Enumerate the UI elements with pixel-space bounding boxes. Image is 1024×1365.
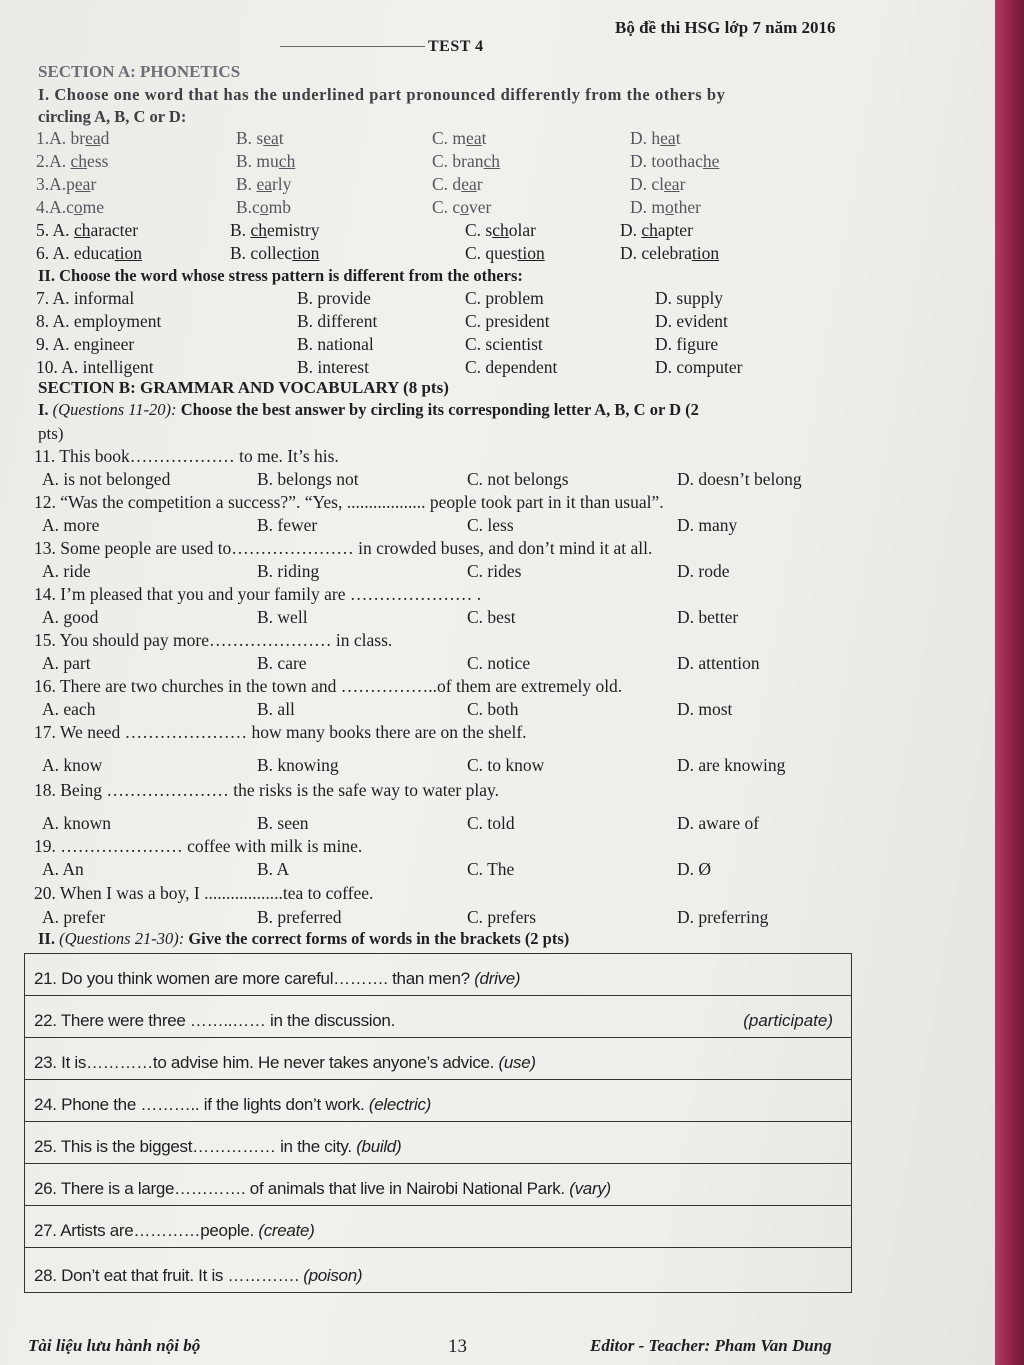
option-d: D. aware of bbox=[677, 813, 760, 833]
option-c bbox=[465, 243, 545, 264]
word-form-table bbox=[24, 953, 852, 1293]
option-d: D. preferring bbox=[677, 907, 769, 927]
word-hint: (create) bbox=[258, 1221, 315, 1240]
option-a: A. An bbox=[42, 859, 84, 879]
answer-options bbox=[0, 907, 995, 929]
option-c: C. best bbox=[467, 607, 516, 627]
option-c-pre: C. d bbox=[432, 174, 462, 194]
option-b-ul: o bbox=[259, 197, 269, 217]
option-d-pre: D. m bbox=[630, 197, 665, 217]
question-stem: 16. There are two churches in the town and ……………..of them are extremely old. bbox=[34, 676, 623, 696]
question-stem: 14. I’m pleased that you and your family are ………………… . bbox=[34, 584, 482, 604]
option-a: A. know bbox=[42, 755, 103, 775]
option-d-pre: D. bbox=[620, 220, 642, 240]
option-a-ul: ea bbox=[74, 174, 91, 194]
word-form-row bbox=[25, 1038, 851, 1080]
book-title: Bộ đề thi HSG lớp 7 năm 2016 bbox=[615, 18, 836, 37]
option-d-ul: tion bbox=[691, 243, 720, 263]
option-b-ul: ea bbox=[256, 174, 272, 194]
word-form-row bbox=[25, 1080, 851, 1122]
option-b bbox=[236, 174, 291, 195]
option-d: D. computer bbox=[655, 357, 743, 377]
option-b: B. seen bbox=[257, 813, 309, 833]
sentence-text: 22. There were three ……..…… in the discussion. bbox=[34, 1011, 395, 1030]
word-hint: (drive) bbox=[474, 969, 521, 988]
question-stem: 17. We need ………………… how many books there are on the shelf. bbox=[34, 722, 527, 742]
option-b-pre: B. mu bbox=[236, 151, 279, 171]
grammar-instruction bbox=[38, 400, 699, 420]
word-hint: (use) bbox=[498, 1053, 536, 1072]
option-a: A. is not belonged bbox=[42, 469, 171, 489]
option-d: D. most bbox=[677, 699, 733, 719]
option-b-pre: B. s bbox=[236, 128, 264, 148]
word-hint: (poison) bbox=[303, 1266, 363, 1285]
option-b: B. different bbox=[297, 311, 378, 331]
title-rule bbox=[280, 46, 425, 47]
option-b-post: mb bbox=[268, 197, 291, 217]
grammar-range: (Questions 11-20): bbox=[52, 400, 177, 419]
option-b bbox=[236, 128, 284, 149]
option-d: D. Ø bbox=[677, 859, 712, 879]
option-c bbox=[432, 174, 483, 195]
option-a-pre: 2.A. bbox=[36, 151, 71, 171]
option-b-post: rly bbox=[271, 174, 292, 194]
option-d bbox=[630, 151, 719, 172]
word-form-sentence bbox=[34, 1053, 536, 1073]
option-a-ul: ch bbox=[70, 151, 88, 171]
binder-edge bbox=[995, 0, 1024, 1365]
option-d-post: apter bbox=[657, 220, 693, 240]
option-d-pre: D. h bbox=[630, 128, 661, 148]
answer-options bbox=[0, 755, 995, 777]
option-c: C. The bbox=[467, 859, 515, 879]
option-b bbox=[230, 220, 319, 241]
word-hint: (build) bbox=[356, 1137, 402, 1156]
word-form-row bbox=[25, 996, 851, 1038]
option-c-post: olar bbox=[508, 220, 536, 240]
word-form-row bbox=[25, 1122, 851, 1164]
option-d-post: r bbox=[679, 174, 686, 194]
option-a: 10. A. intelligent bbox=[36, 357, 154, 377]
option-a: A. each bbox=[42, 699, 96, 719]
option-d: D. attention bbox=[677, 653, 760, 673]
option-a-pre: 6. A. educa bbox=[36, 243, 115, 263]
sentence-text: 25. This is the biggest…………… in the city. bbox=[34, 1137, 357, 1156]
option-b: B. preferred bbox=[257, 907, 342, 927]
option-a-ul: o bbox=[73, 197, 83, 217]
option-b: B. riding bbox=[257, 561, 320, 581]
wordform-range: (Questions 21-30): bbox=[59, 929, 185, 948]
option-d: D. rode bbox=[677, 561, 730, 581]
option-a-pre: 3.A.p bbox=[36, 174, 75, 194]
word-form-sentence bbox=[34, 1137, 401, 1157]
word-form-row bbox=[25, 1248, 851, 1292]
part2-instruction: II. Choose the word whose stress pattern is different from the others: bbox=[38, 266, 523, 285]
question-stem: 15. You should pay more………………… in class. bbox=[34, 630, 393, 650]
sentence-text: 23. It is…………to advise him. He never takes anyone’s advice. bbox=[34, 1053, 499, 1072]
option-a: 8. A. employment bbox=[36, 311, 162, 331]
part1-instruction-cont: circling A, B, C or D: bbox=[38, 107, 187, 126]
footer-left: Tài liệu lưu hành nội bộ bbox=[28, 1336, 201, 1355]
option-c bbox=[432, 128, 486, 149]
option-a: A. prefer bbox=[42, 907, 106, 927]
option-d bbox=[630, 174, 685, 195]
option-b-ul: ch bbox=[250, 220, 267, 240]
option-b: B. fewer bbox=[257, 515, 318, 535]
phonetics-row bbox=[0, 151, 995, 173]
option-b bbox=[236, 197, 291, 218]
page-number: 13 bbox=[448, 1336, 467, 1357]
option-a bbox=[36, 151, 108, 172]
option-c-ul: tion bbox=[517, 243, 545, 263]
sentence-text: 26. There is a large…………. of animals that live in Nairobi National Park. bbox=[34, 1179, 570, 1198]
option-d bbox=[630, 128, 681, 149]
word-form-row bbox=[25, 954, 851, 996]
option-d-pre: D. cl bbox=[630, 174, 665, 194]
word-form-sentence bbox=[34, 1266, 362, 1286]
stress-row bbox=[0, 311, 995, 333]
option-d-post: ther bbox=[673, 197, 701, 217]
wordform-instruction bbox=[38, 929, 569, 949]
option-d: D. are knowing bbox=[677, 755, 786, 775]
option-d-pre: D. toothac bbox=[630, 151, 703, 171]
option-c-ul: ea bbox=[461, 174, 477, 194]
option-a-ul: ea bbox=[85, 128, 101, 148]
option-b-ul: tion bbox=[292, 243, 320, 263]
option-b bbox=[230, 243, 319, 264]
option-c: C. dependent bbox=[465, 357, 558, 377]
word-hint: (electric) bbox=[368, 1095, 432, 1114]
option-c-pre: C. bran bbox=[432, 151, 484, 171]
option-c-ul: ch bbox=[492, 220, 509, 240]
option-d bbox=[620, 243, 719, 264]
answer-options bbox=[0, 561, 995, 583]
option-c-pre: C. c bbox=[432, 197, 461, 217]
option-c-post: t bbox=[481, 128, 487, 148]
option-b bbox=[236, 151, 295, 172]
option-d: D. supply bbox=[655, 288, 724, 308]
question-stem: 19. ………………… coffee with milk is mine. bbox=[34, 836, 363, 856]
option-b: B. knowing bbox=[257, 755, 339, 775]
phonetics-row bbox=[0, 174, 995, 196]
option-d-ul: ea bbox=[664, 174, 680, 194]
option-a-pre: 4.A.c bbox=[36, 197, 74, 217]
answer-options bbox=[0, 859, 995, 881]
phonetics-row bbox=[0, 220, 995, 242]
option-d-ul: o bbox=[665, 197, 674, 217]
option-d-pre: D. celebra bbox=[620, 243, 692, 263]
phonetics-row bbox=[0, 197, 995, 219]
stress-row bbox=[0, 288, 995, 310]
option-a-pre: 5. A. bbox=[36, 220, 74, 240]
option-d-ul: ea bbox=[660, 128, 676, 148]
option-c: C. not belongs bbox=[467, 469, 569, 489]
option-a: A. known bbox=[42, 813, 112, 833]
option-a-post: d bbox=[100, 128, 110, 148]
option-c: C. scientist bbox=[465, 334, 543, 354]
wordform-label: II. bbox=[38, 929, 60, 948]
option-b: B. care bbox=[257, 653, 307, 673]
answer-options bbox=[0, 699, 995, 721]
option-b: B. provide bbox=[297, 288, 371, 308]
option-b-pre: B. bbox=[236, 174, 257, 194]
word-form-sentence bbox=[34, 1011, 395, 1031]
option-a bbox=[36, 174, 96, 195]
option-b: B. well bbox=[257, 607, 308, 627]
grammar-label: I. bbox=[38, 400, 53, 419]
section-a-title: SECTION A: PHONETICS bbox=[38, 62, 241, 81]
stress-row bbox=[0, 334, 995, 356]
option-b: B. national bbox=[297, 334, 374, 354]
option-b: B. all bbox=[257, 699, 295, 719]
option-c-pre: C. m bbox=[432, 128, 467, 148]
option-c-ul: ch bbox=[483, 151, 501, 171]
question-stem: 18. Being ………………… the risks is the safe way to water play. bbox=[34, 780, 499, 800]
option-c-ul: o bbox=[460, 197, 469, 217]
option-d: D. better bbox=[677, 607, 739, 627]
option-d: D. figure bbox=[655, 334, 719, 354]
option-d bbox=[630, 197, 701, 218]
answer-options bbox=[0, 469, 995, 491]
option-a bbox=[36, 128, 109, 149]
option-b-pre: B. bbox=[230, 220, 251, 240]
option-d-ul: he bbox=[702, 151, 720, 171]
option-a: A. ride bbox=[42, 561, 91, 581]
phonetics-row bbox=[0, 128, 995, 150]
word-form-row bbox=[25, 1206, 851, 1248]
wordform-instruction-text: Give the correct forms of words in the brackets (2 pts) bbox=[184, 929, 570, 948]
footer-right: Editor - Teacher: Pham Van Dung bbox=[590, 1336, 832, 1355]
option-b: B. belongs not bbox=[257, 469, 359, 489]
option-b-post: t bbox=[278, 128, 284, 148]
word-form-sentence bbox=[34, 1095, 431, 1115]
option-c-post: r bbox=[476, 174, 483, 194]
sentence-text: 28. Don’t eat that fruit. It is …………. bbox=[34, 1266, 304, 1285]
test-title: TEST 4 bbox=[428, 38, 484, 55]
option-c-ul: ea bbox=[466, 128, 482, 148]
option-b-post: emistry bbox=[266, 220, 320, 240]
option-c: C. rides bbox=[467, 561, 522, 581]
question-stem: 13. Some people are used to………………… in crowded buses, and don’t mind it at all. bbox=[34, 538, 653, 558]
option-d: D. evident bbox=[655, 311, 728, 331]
option-a-post: aracter bbox=[90, 220, 139, 240]
sentence-text: 24. Phone the ……….. if the lights don’t work. bbox=[34, 1095, 369, 1114]
word-form-row bbox=[25, 1164, 851, 1206]
option-c bbox=[465, 220, 536, 241]
option-a-post: ess bbox=[87, 151, 109, 171]
option-b-pre: B. collec bbox=[230, 243, 293, 263]
word-form-sentence bbox=[34, 1221, 315, 1241]
option-b: B. A bbox=[257, 859, 290, 879]
option-d: D. doesn’t belong bbox=[677, 469, 802, 489]
word-hint: (vary) bbox=[569, 1179, 611, 1198]
option-c: C. told bbox=[467, 813, 515, 833]
option-d-ul: ch bbox=[641, 220, 658, 240]
sentence-text: 27. Artists are…………people. bbox=[34, 1221, 259, 1240]
option-d bbox=[620, 220, 693, 241]
option-c: C. both bbox=[467, 699, 519, 719]
grammar-instruction-text: Choose the best answer by circling its corresponding letter A, B, C or D (2 bbox=[176, 400, 699, 419]
option-a-pre: 1.A. br bbox=[36, 128, 86, 148]
word-hint: (participate) bbox=[743, 1011, 833, 1030]
option-c: C. president bbox=[465, 311, 550, 331]
option-d: D. many bbox=[677, 515, 738, 535]
question-stem: 11. This book……………… to me. It’s his. bbox=[34, 446, 339, 466]
question-stem: 20. When I was a boy, I ..................tea to coffee. bbox=[34, 883, 374, 903]
option-a: A. more bbox=[42, 515, 100, 535]
option-d-post: t bbox=[675, 128, 681, 148]
option-c: C. less bbox=[467, 515, 514, 535]
option-a bbox=[36, 243, 142, 264]
option-a-post: me bbox=[82, 197, 105, 217]
option-b: B. interest bbox=[297, 357, 369, 377]
option-b-ul: ea bbox=[263, 128, 279, 148]
option-c: C. problem bbox=[465, 288, 544, 308]
stress-row bbox=[0, 357, 995, 379]
option-c-post: ver bbox=[468, 197, 492, 217]
option-c-pre: C. s bbox=[465, 220, 493, 240]
option-b-ul: ch bbox=[278, 151, 296, 171]
option-c: C. notice bbox=[467, 653, 531, 673]
option-c: C. prefers bbox=[467, 907, 537, 927]
answer-options bbox=[0, 653, 995, 675]
option-c bbox=[432, 151, 500, 172]
option-a bbox=[36, 197, 104, 218]
part1-instruction: I. Choose one word that has the underlined part pronounced differently from the others by bbox=[38, 85, 726, 104]
section-b-title: SECTION B: GRAMMAR AND VOCABULARY (8 pts) bbox=[38, 378, 449, 397]
option-a: A. good bbox=[42, 607, 99, 627]
question-stem: 12. “Was the competition a success?”. “Yes, .................. people took part in it than usual”. bbox=[34, 492, 664, 512]
option-a-ul: ch bbox=[73, 220, 91, 240]
option-a: 7. A. informal bbox=[36, 288, 135, 308]
option-b-pre: B.c bbox=[236, 197, 260, 217]
option-a: 9. A. engineer bbox=[36, 334, 135, 354]
answer-options bbox=[0, 515, 995, 537]
phonetics-row bbox=[0, 243, 995, 265]
grammar-instruction-cont: pts) bbox=[38, 424, 64, 443]
word-form-sentence bbox=[34, 969, 520, 989]
option-a-post: r bbox=[90, 174, 97, 194]
option-a: A. part bbox=[42, 653, 91, 673]
sentence-text: 21. Do you think women are more careful………. than men? bbox=[34, 969, 475, 988]
answer-options bbox=[0, 813, 995, 835]
option-c: C. to know bbox=[467, 755, 545, 775]
option-c bbox=[432, 197, 491, 218]
option-c-pre: C. ques bbox=[465, 243, 518, 263]
option-a-ul: tion bbox=[114, 243, 142, 263]
answer-options bbox=[0, 607, 995, 629]
word-form-sentence bbox=[34, 1179, 611, 1199]
option-a bbox=[36, 220, 138, 241]
